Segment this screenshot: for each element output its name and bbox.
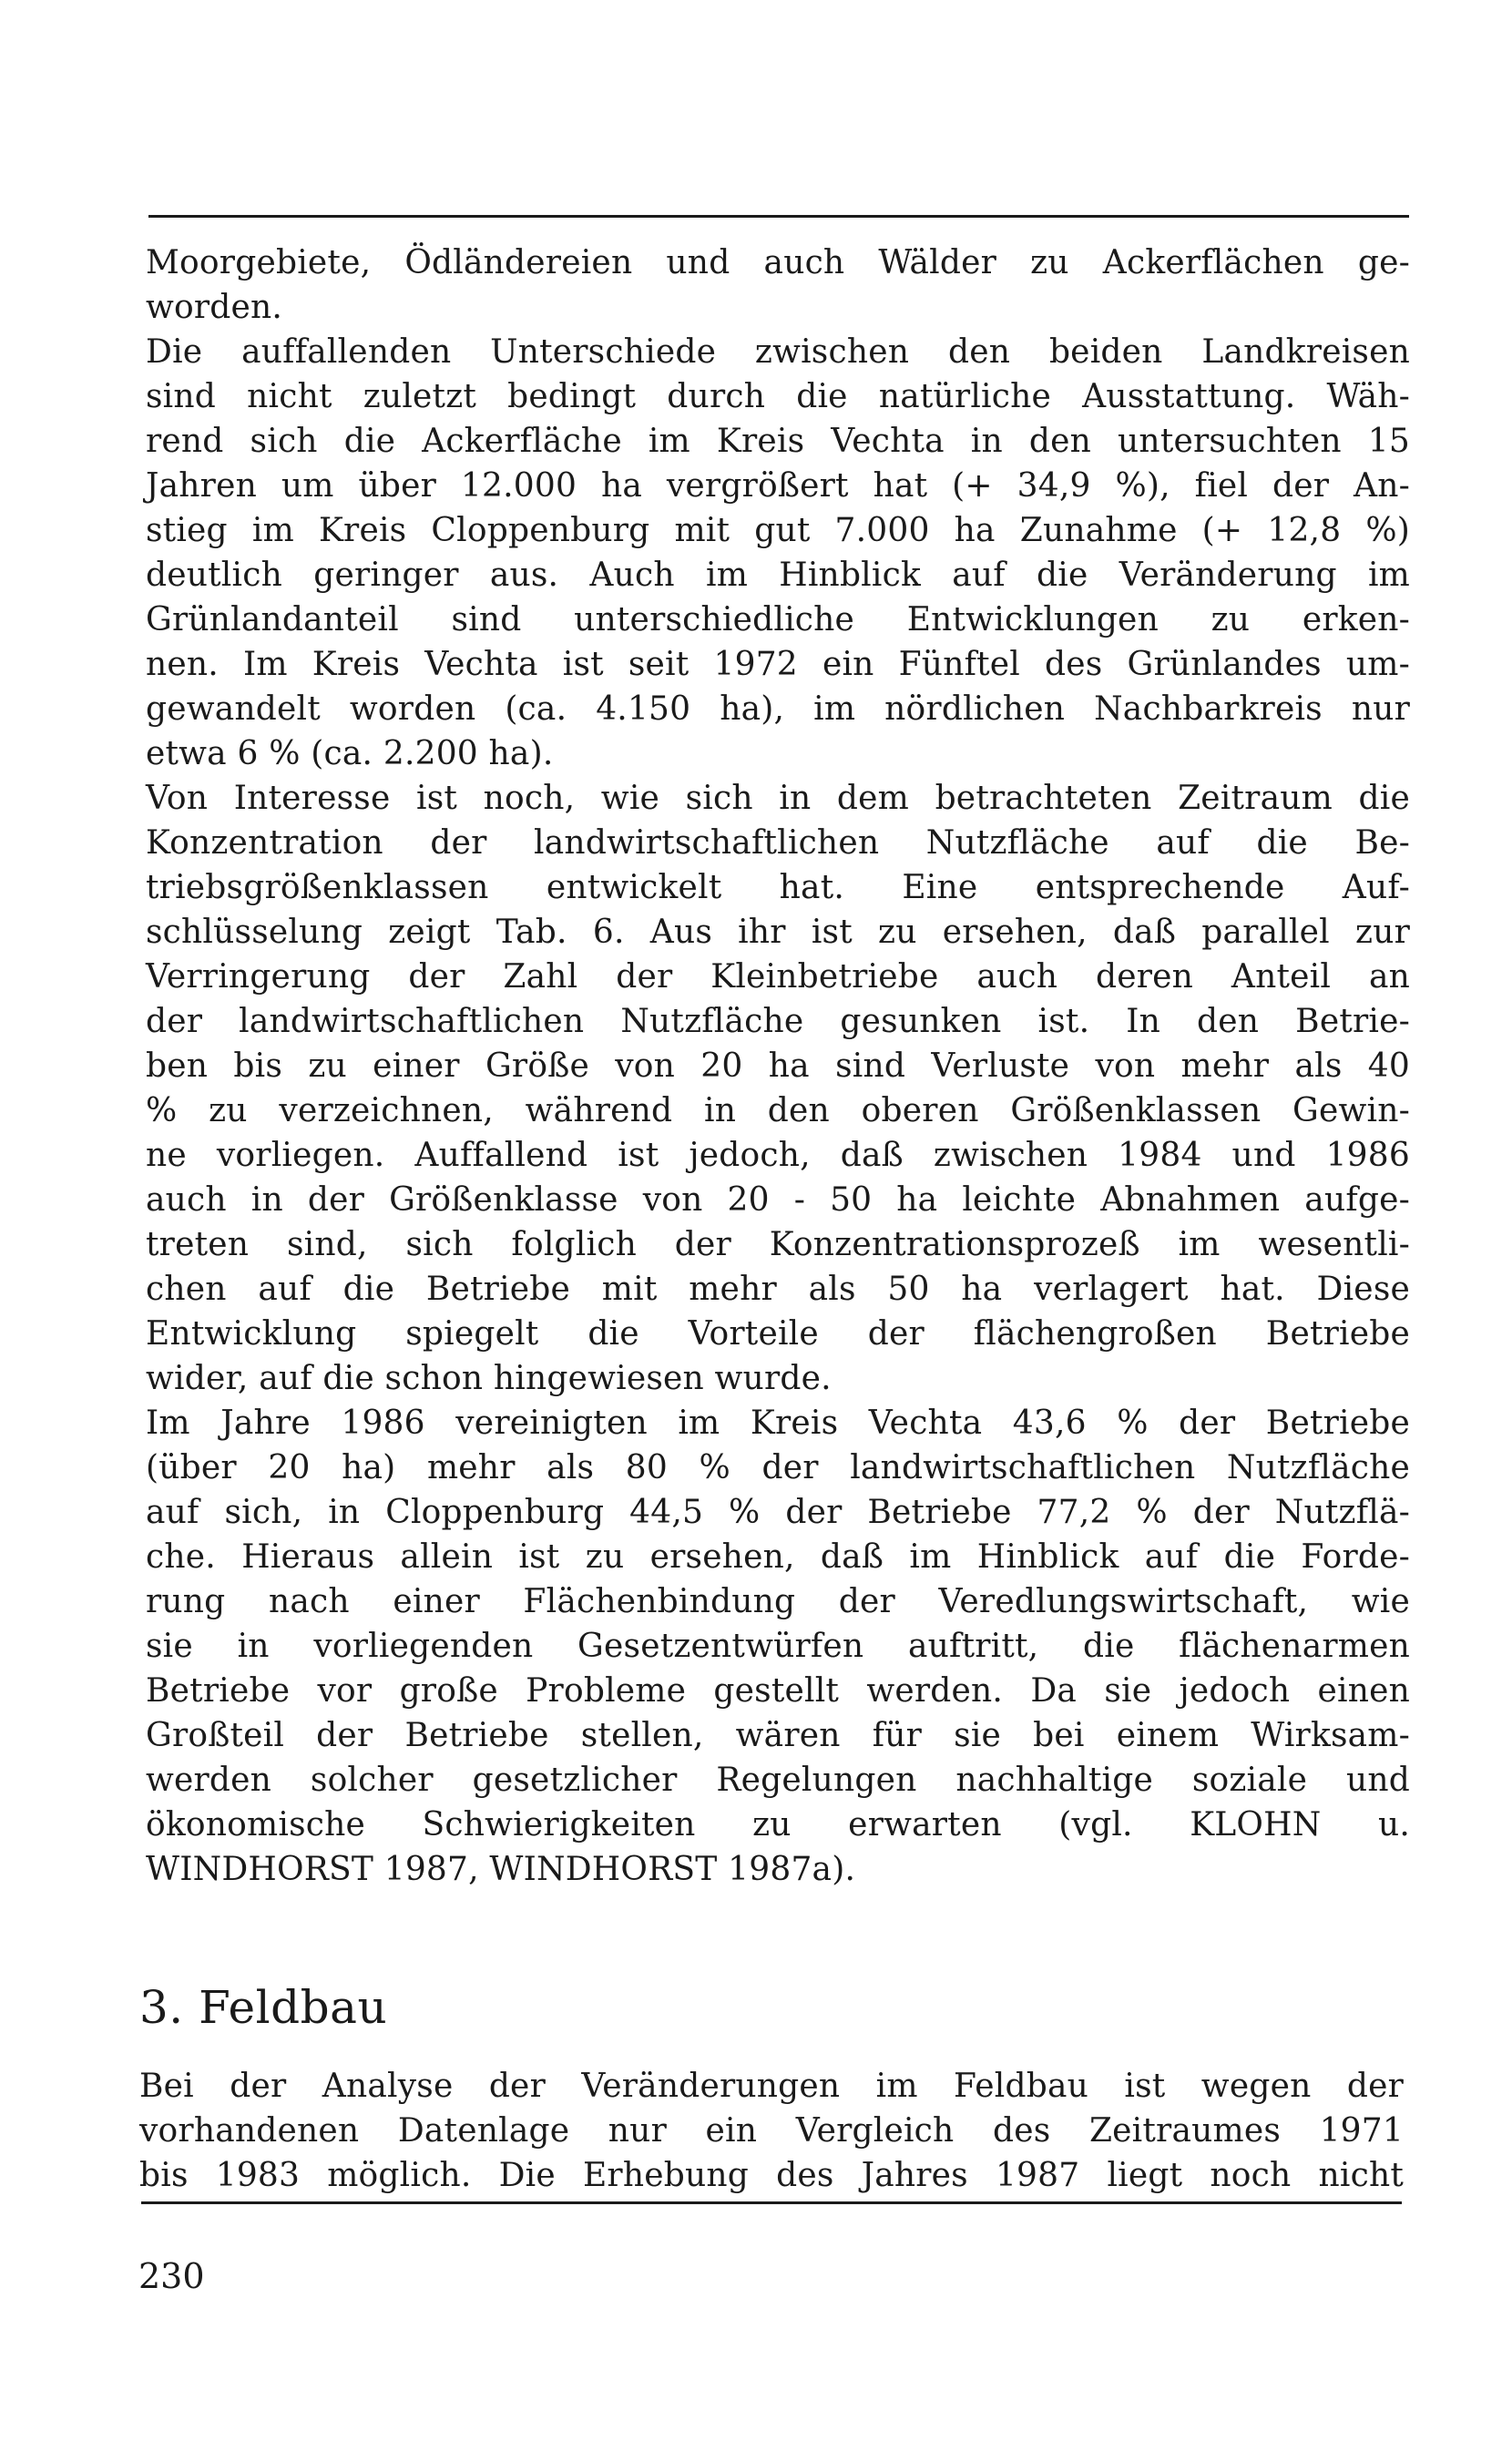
text-line: Im Jahre 1986 vereinigten im Kreis Vechta 43,6 % der Betriebe [146, 1404, 1410, 1442]
text-line: der landwirtschaftlichen Nutzfläche gesunken ist. In den Betrie- [146, 1003, 1410, 1040]
text-line: WINDHORST 1987, WINDHORST 1987a). [146, 1851, 856, 1888]
text-line: Großteil der Betriebe stellen, wären für sie bei einem Wirksam- [146, 1717, 1410, 1754]
text-line: deutlich geringer aus. Auch im Hinblick auf die Veränderung im [146, 557, 1410, 594]
body-text [146, 240, 1410, 1892]
text-line: rung nach einer Flächenbindung der Veredlungswirtschaft, wie [146, 1583, 1410, 1620]
text-line: chen auf die Betriebe mit mehr als 50 ha verlagert hat. Diese [146, 1271, 1410, 1308]
text-line: Verringerung der Zahl der Kleinbetriebe auch deren Anteil an [146, 958, 1410, 996]
text-line: bis 1983 möglich. Die Erhebung des Jahres 1987 liegt noch nicht [139, 2157, 1404, 2194]
page-number: 230 [138, 2256, 205, 2296]
section-heading: 3. Feldbau [139, 1981, 388, 2034]
text-line: werden solcher gesetzlicher Regelungen nachhaltige soziale und [146, 1762, 1410, 1799]
text-line: triebsgrößenklassen entwickelt hat. Eine entsprechende Auf- [146, 869, 1410, 906]
text-line: auch in der Größenklasse von 20 - 50 ha leichte Abnahmen aufge- [146, 1181, 1410, 1219]
text-line: Jahren um über 12.000 ha vergrößert hat (+ 34,9 %), fiel der An- [146, 467, 1410, 505]
text-line: schlüsselung zeigt Tab. 6. Aus ihr ist zu ersehen, daß parallel zur [146, 914, 1410, 951]
text-line: Grünlandanteil sind unterschiedliche Entwicklungen zu erken- [146, 601, 1410, 638]
text-line: ne vorliegen. Auffallend ist jedoch, daß zwischen 1984 und 1986 [146, 1137, 1410, 1174]
text-line: sind nicht zuletzt bedingt durch die natürliche Ausstattung. Wäh- [146, 378, 1410, 415]
text-line: % zu verzeichnen, während in den oberen Größenklassen Gewin- [146, 1092, 1410, 1129]
text-line: (über 20 ha) mehr als 80 % der landwirtschaftlichen Nutzfläche [146, 1449, 1410, 1486]
text-line: nen. Im Kreis Vechta ist seit 1972 ein Fünftel des Grünlandes um- [146, 646, 1410, 683]
text-line: worden. [146, 289, 283, 326]
text-line: stieg im Kreis Cloppenburg mit gut 7.000 ha Zunahme (+ 12,8 %) [146, 512, 1410, 549]
text-line: treten sind, sich folglich der Konzentrationsprozeß im wesentli- [146, 1226, 1410, 1263]
text-line: Bei der Analyse der Veränderungen im Feldbau ist wegen der [139, 2068, 1404, 2105]
text-line: wider, auf die schon hingewiesen wurde. [146, 1360, 832, 1397]
text-line: etwa 6 % (ca. 2.200 ha). [146, 735, 554, 772]
header-rule [148, 215, 1409, 218]
text-line: auf sich, in Cloppenburg 44,5 % der Betriebe 77,2 % der Nutzflä- [146, 1494, 1410, 1531]
text-line: rend sich die Ackerfläche im Kreis Vechta in den untersuchten 15 [146, 423, 1410, 460]
section-text [139, 2064, 1404, 2198]
footer-rule [141, 2201, 1402, 2204]
text-line: ökonomische Schwierigkeiten zu erwarten (vgl. KLOHN u. [146, 1806, 1410, 1844]
text-line: gewandelt worden (ca. 4.150 ha), im nördlichen Nachbarkreis nur [146, 690, 1410, 728]
text-line: Moorgebiete, Ödländereien und auch Wälder zu Ackerflächen ge- [146, 244, 1410, 281]
text-line: sie in vorliegenden Gesetzentwürfen auftritt, die flächenarmen [146, 1628, 1410, 1665]
text-line: che. Hieraus allein ist zu ersehen, daß im Hinblick auf die Forde- [146, 1538, 1410, 1576]
text-line: vorhandenen Datenlage nur ein Vergleich des Zeitraumes 1971 [139, 2112, 1404, 2150]
text-line: Von Interesse ist noch, wie sich in dem betrachteten Zeitraum die [146, 780, 1410, 817]
text-line: ben bis zu einer Größe von 20 ha sind Verluste von mehr als 40 [146, 1047, 1410, 1085]
text-line: Entwicklung spiegelt die Vorteile der flächengroßen Betriebe [146, 1315, 1410, 1353]
text-line: Betriebe vor große Probleme gestellt werden. Da sie jedoch einen [146, 1672, 1410, 1710]
text-line: Die auffallenden Unterschiede zwischen den beiden Landkreisen [146, 333, 1410, 371]
text-line: Konzentration der landwirtschaftlichen Nutzfläche auf die Be- [146, 824, 1410, 862]
